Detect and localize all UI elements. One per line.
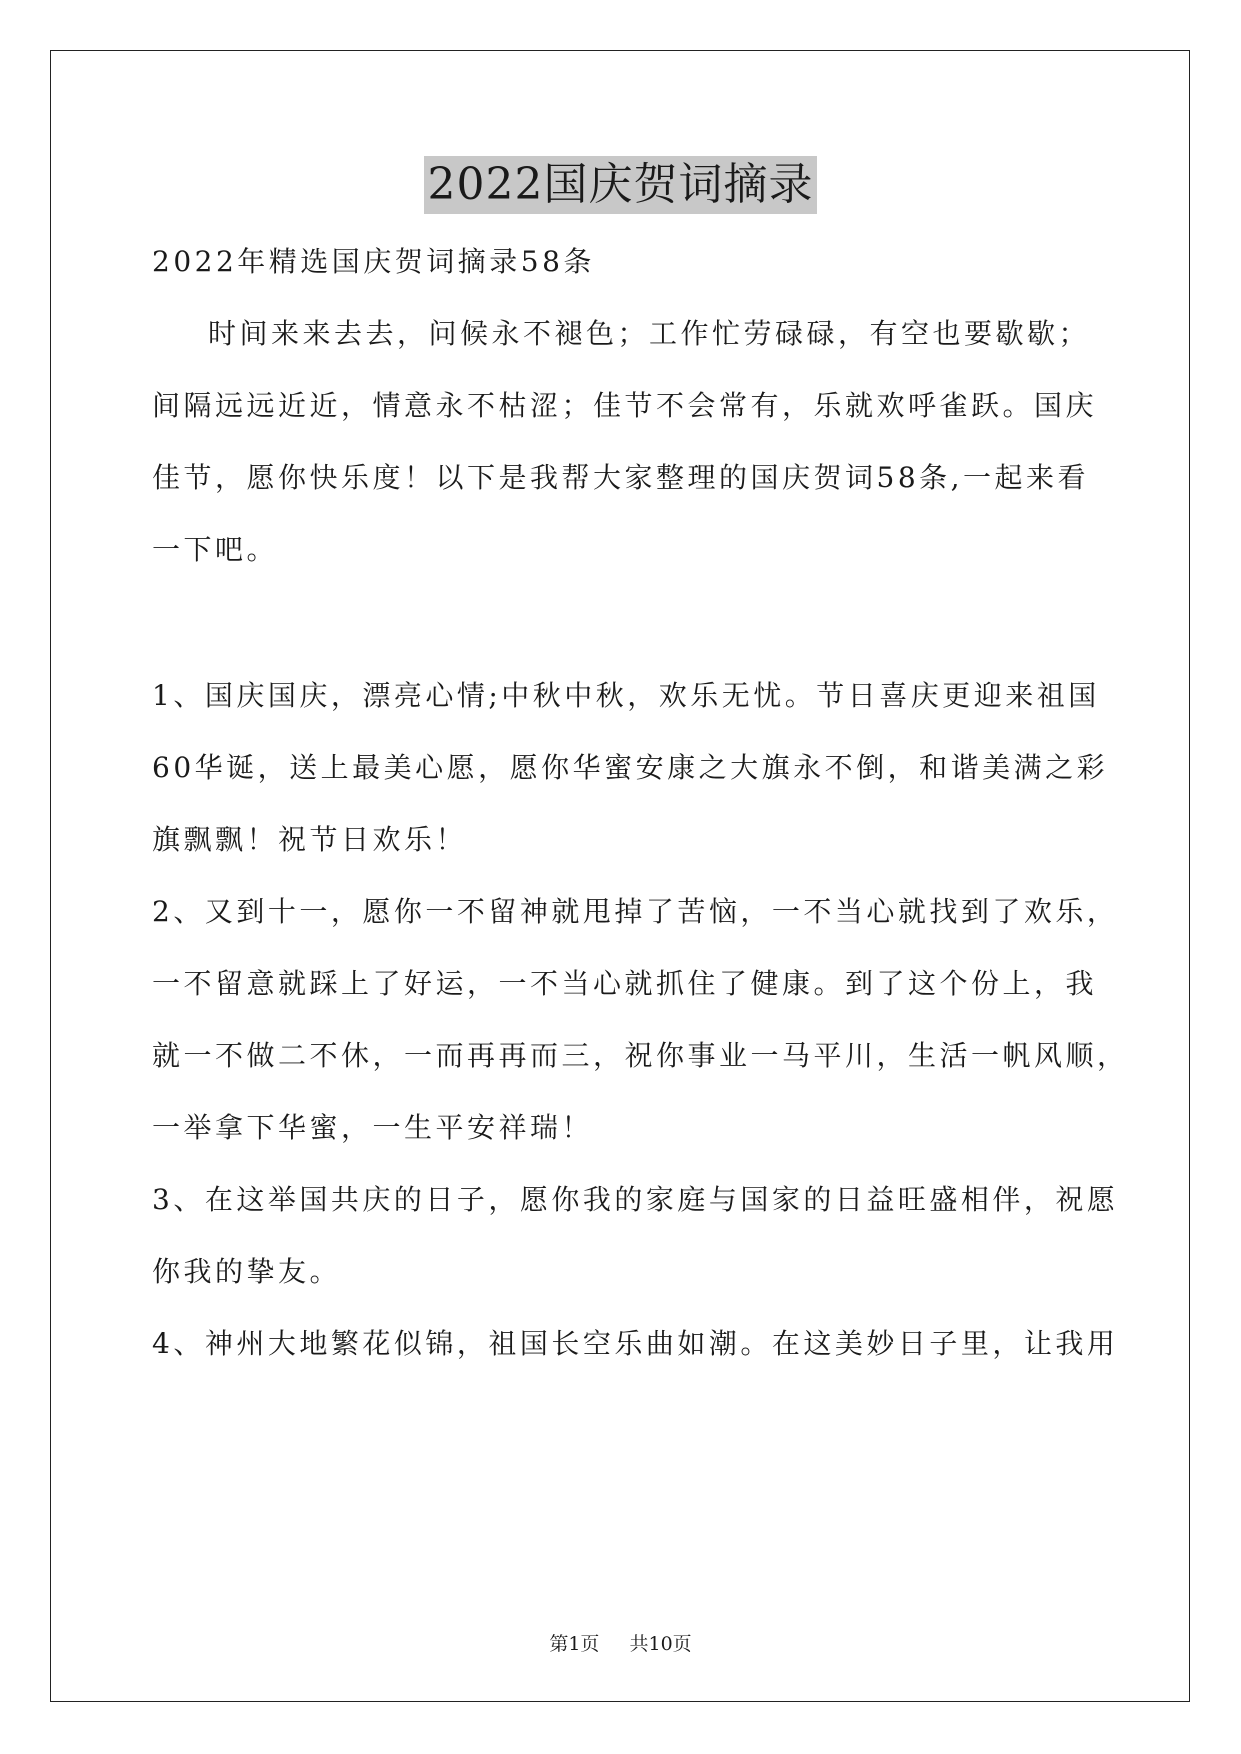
- intro-line: 佳节，愿你快乐度！以下是我帮大家整理的国庆贺词58条,一起来看: [152, 461, 1090, 494]
- item-line: 1、国庆国庆，漂亮心情;中秋中秋，欢乐无忧。节日喜庆更迎来祖国: [152, 679, 1100, 712]
- intro-line: 时间来来去去，问候永不褪色；工作忙劳碌碌，有空也要歇歇；: [208, 317, 1091, 350]
- item-line: 3、在这举国共庆的日子，愿你我的家庭与国家的日益旺盛相伴，祝愿: [152, 1183, 1119, 1216]
- item-line: 4、神州大地繁花似锦，祖国长空乐曲如潮。在这美妙日子里，让我用: [152, 1327, 1119, 1360]
- intro-line: 间隔远远近近，情意永不枯涩；佳节不会常有，乐就欢呼雀跃。国庆: [152, 389, 1098, 422]
- item-line: 旗飘飘！祝节日欢乐！: [152, 823, 468, 856]
- item-line: 2、又到十一，愿你一不留神就甩掉了苦恼，一不当心就找到了欢乐，: [152, 895, 1119, 928]
- page-total: 共10页: [629, 1633, 692, 1655]
- item-line: 一举拿下华蜜，一生平安祥瑞！: [152, 1111, 594, 1144]
- document-title: 2022国庆贺词摘录: [424, 156, 818, 214]
- page-footer: [0, 1632, 1241, 1656]
- subtitle-line: 2022年精选国庆贺词摘录58条: [152, 245, 595, 278]
- title-wrap: [0, 156, 1241, 214]
- item-line: 就一不做二不休，一而再再而三，祝你事业一马平川，生活一帆风顺，: [152, 1039, 1129, 1072]
- page-border: [50, 50, 1190, 1702]
- item-line: 你我的挚友。: [152, 1255, 342, 1288]
- item-line: 60华诞，送上最美心愿，愿你华蜜安康之大旗永不倒，和谐美满之彩: [152, 751, 1109, 784]
- item-line: 一不留意就踩上了好运，一不当心就抓住了健康。到了这个份上，我: [152, 967, 1098, 1000]
- page-number: 第1页: [549, 1633, 600, 1655]
- intro-line: 一下吧。: [152, 533, 279, 566]
